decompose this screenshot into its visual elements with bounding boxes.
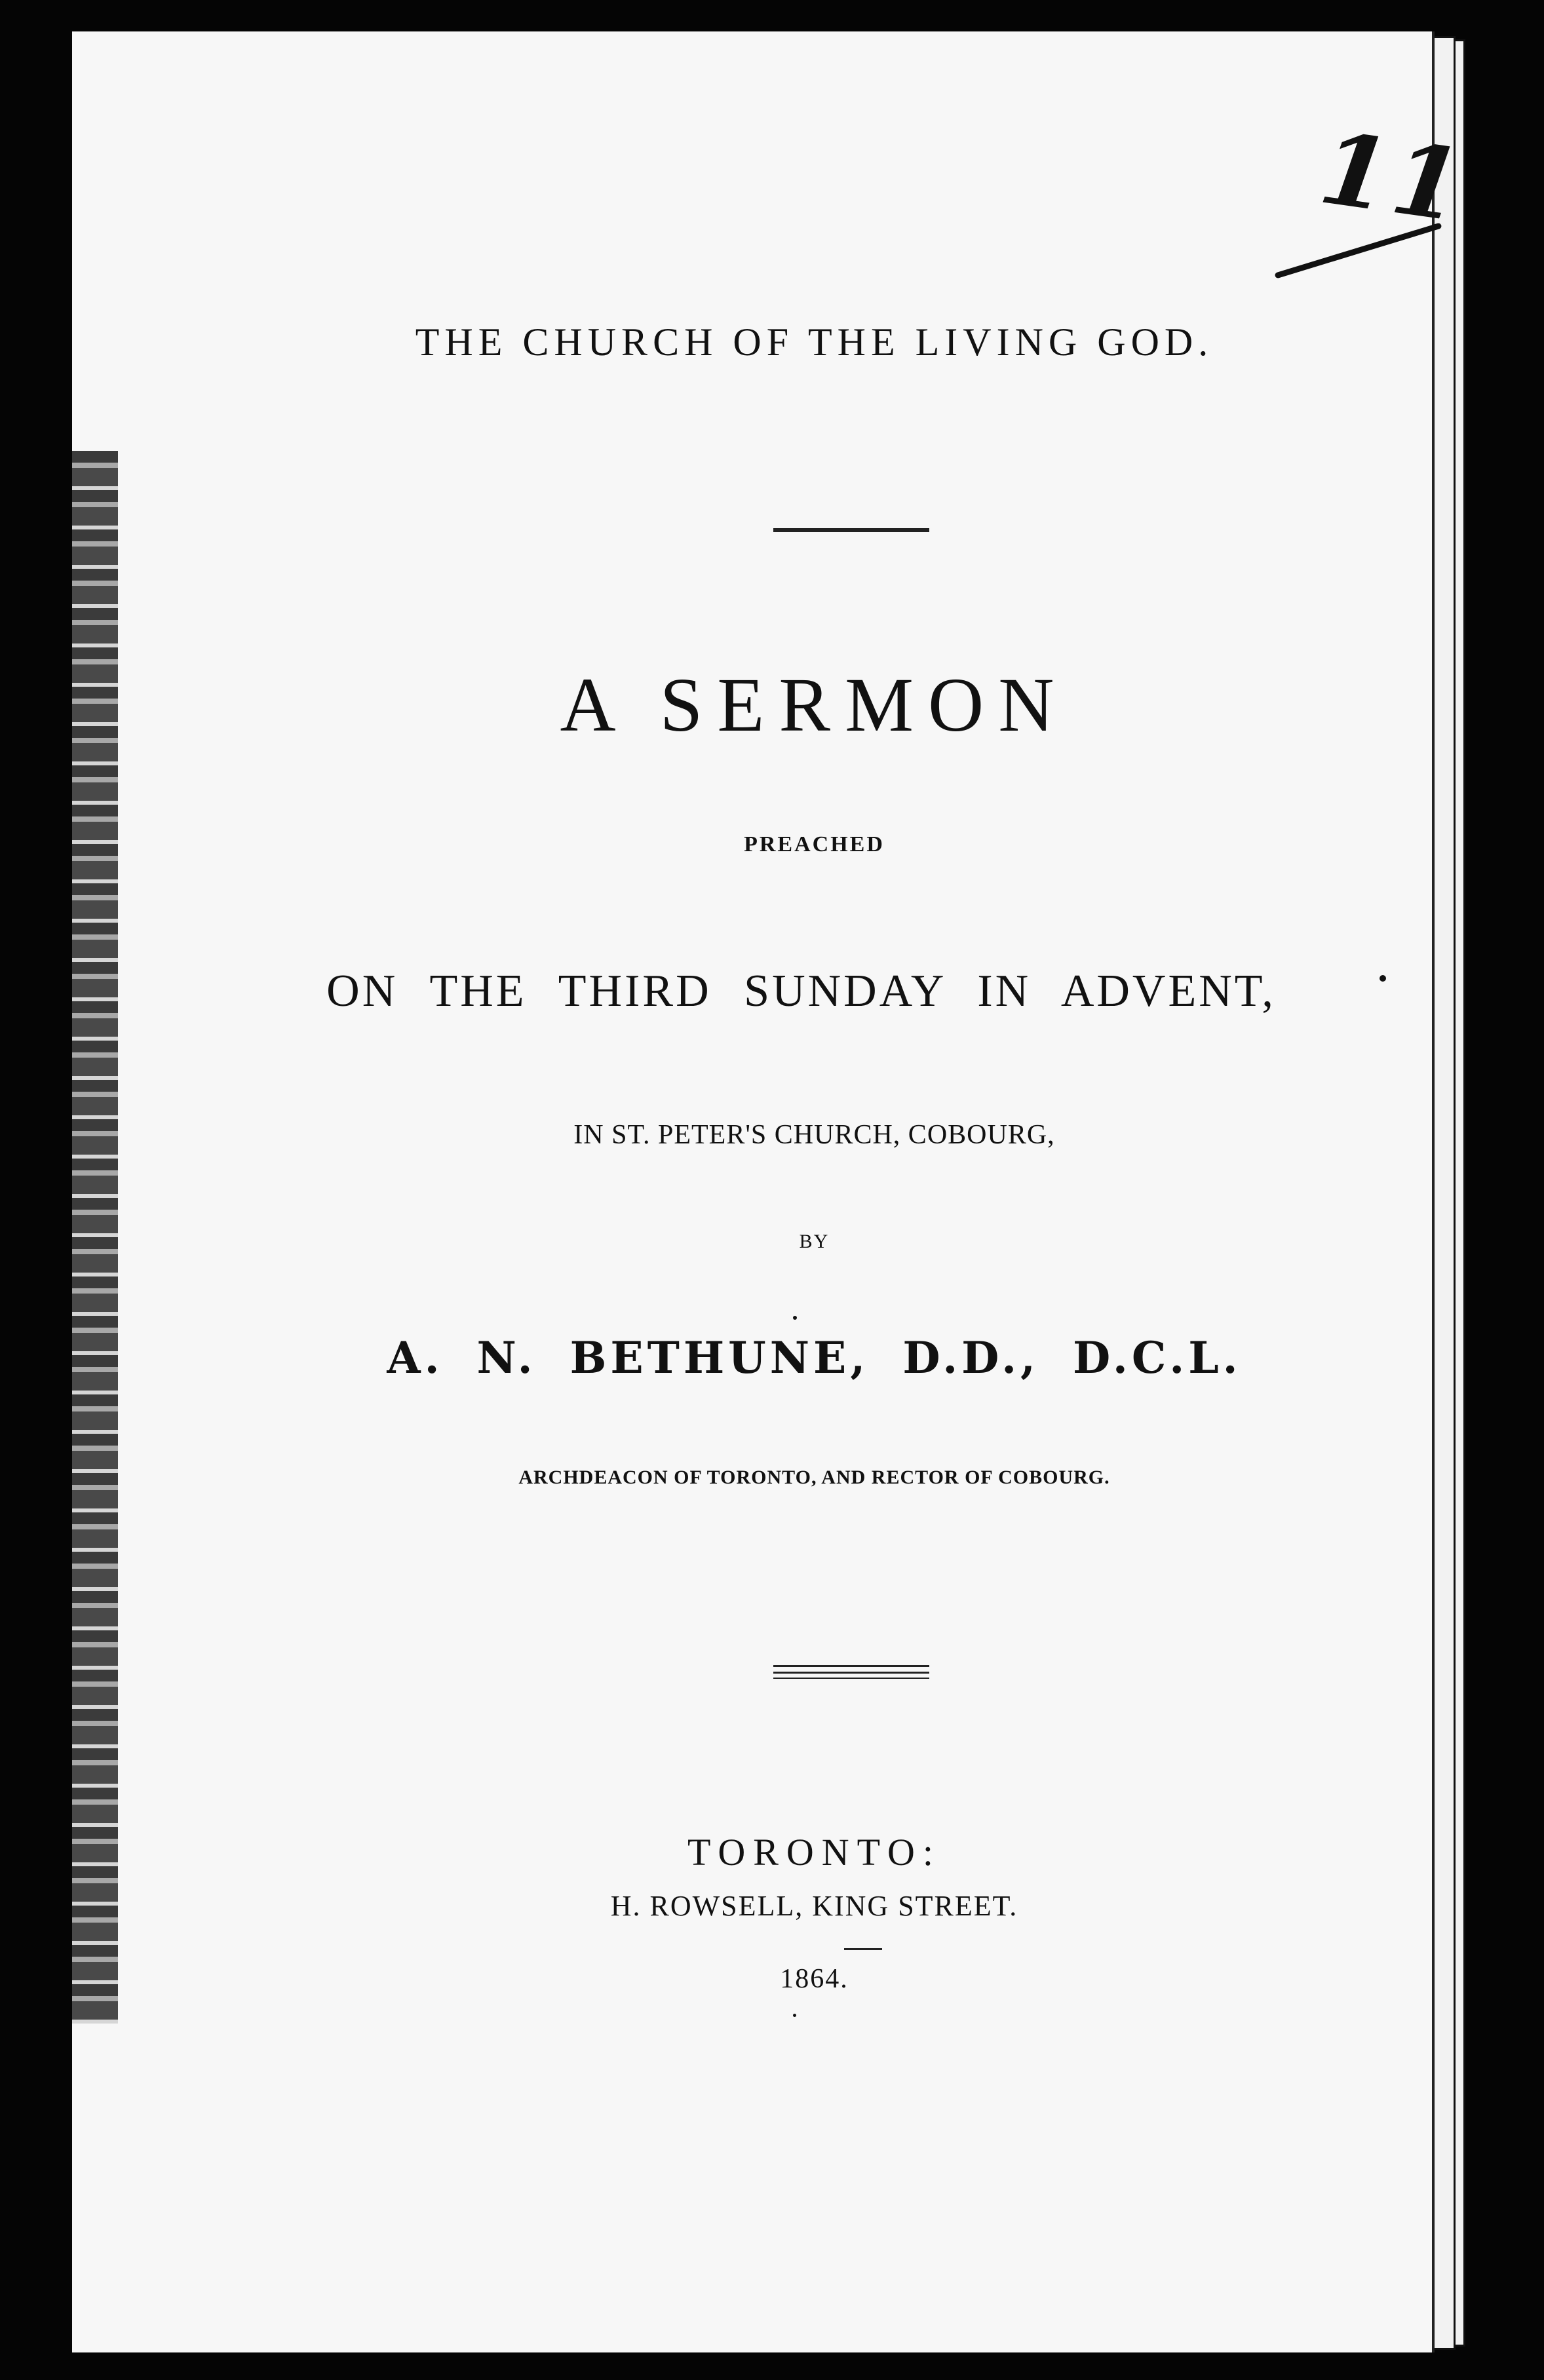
book-title: THE CHURCH OF THE LIVING GOD. [415,320,1214,364]
double-rule [773,1672,929,1674]
imprint-year: 1864. [780,1964,849,1994]
preached-label: PREACHED [744,832,885,856]
place-line: IN ST. PETER'S CHURCH, COBOURG, [573,1120,1055,1150]
by-label: BY [799,1231,830,1252]
occasion-line: ON THE THIRD SUNDAY IN ADVENT, [326,966,1276,1016]
author-titles: ARCHDEACON OF TORONTO, AND RECTOR OF COBOURG. [518,1467,1110,1488]
handwritten-number: 11 [1313,110,1473,245]
ink-speck [793,1316,797,1320]
imprint-publisher: H. ROWSELL, KING STREET. [610,1890,1018,1922]
ink-speck [793,2014,796,2017]
year-rule [844,1948,882,1950]
sermon-heading: A SERMON [560,662,1069,748]
title-page [72,31,1473,2352]
divider-rule [773,528,929,532]
double-rule [773,1678,929,1679]
double-rule [773,1665,929,1667]
imprint-city: TORONTO: [687,1831,942,1873]
ink-speck [1380,975,1386,982]
author-name: A. N. BETHUNE, D.D., D.C.L. [387,1332,1242,1383]
